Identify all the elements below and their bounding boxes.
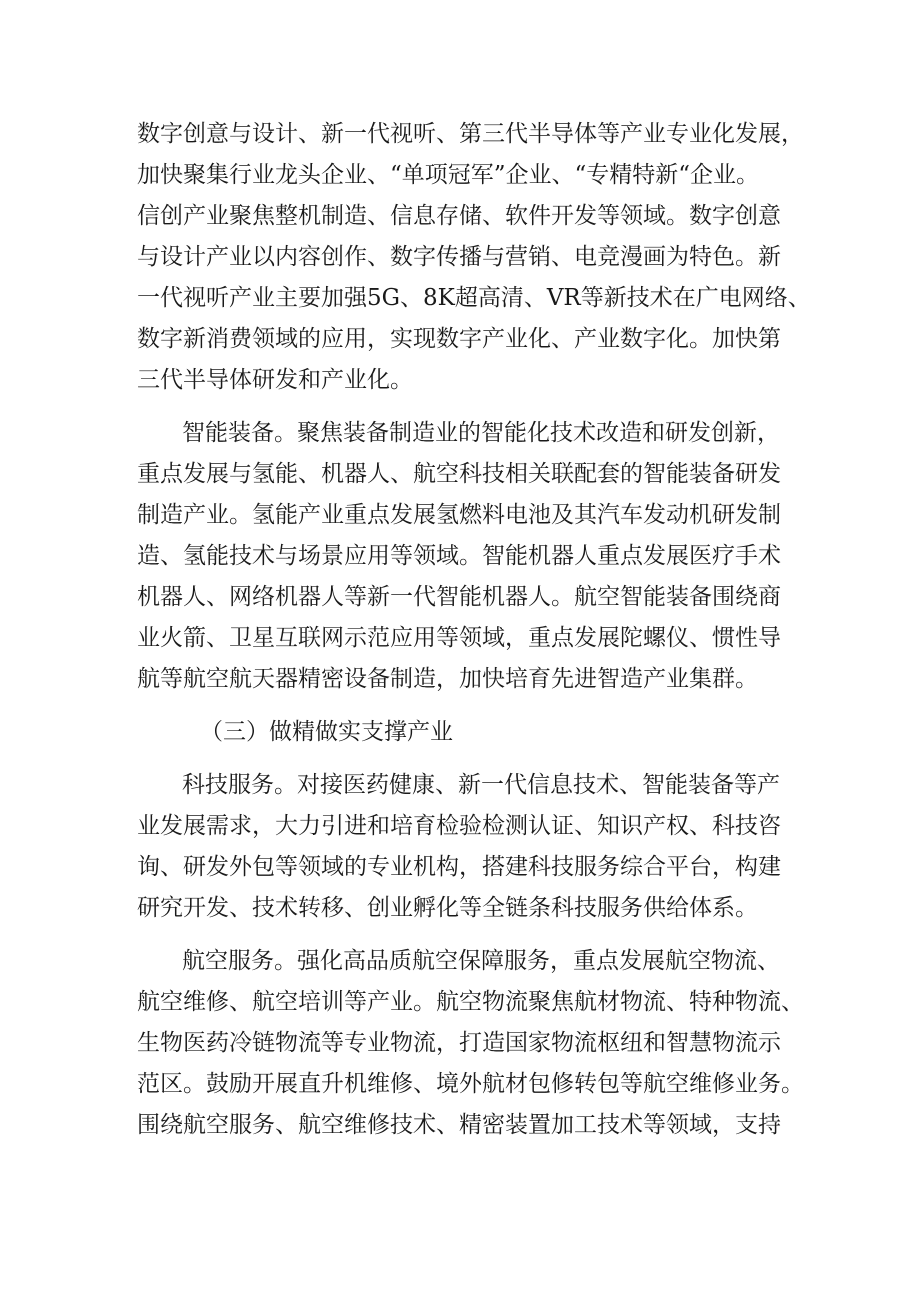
text-line: 三代半导体研发和产业化。 <box>137 367 413 393</box>
text-line: 与设计产业以内容创作、数字传播与营销、电竞漫画为特色。新 <box>137 244 781 270</box>
text-line: 范区。鼓励开展直升机维修、境外航材包修转包等航空维修业务。 <box>137 1071 804 1097</box>
text-line: 生物医药冷链物流等专业物流，打造国家物流枢纽和智慧物流示 <box>137 1030 781 1056</box>
text-line: 业火箭、卫星互联网示范应用等领域，重点发展陀螺仪、惯性导 <box>137 625 781 651</box>
paragraph-start-line: 智能装备。聚焦装备制造业的智能化技术改造和研发创新， <box>182 420 780 446</box>
text-line: 机器人、网络机器人等新一代智能机器人。航空智能装备围绕商 <box>137 584 781 610</box>
text-line: 围绕航空服务、航空维修技术、精密装置加工技术等领域，支持 <box>137 1112 781 1138</box>
text-line: 业发展需求，大力引进和培育检验检测认证、知识产权、科技咨 <box>137 813 781 839</box>
text-line: 研究开发、技术转移、创业孵化等全链条科技服务供给体系。 <box>137 895 758 921</box>
text-line: 数字创意与设计、新一代视听、第三代半导体等产业专业化发展， <box>137 121 804 147</box>
text-line: 航等航空航天器精密设备制造，加快培育先进智造产业集群。 <box>137 666 758 692</box>
text-line: 信创产业聚焦整机制造、信息存储、软件开发等领域。数字创意 <box>137 203 781 229</box>
section-heading: （三）做精做实支撑产业 <box>200 719 453 745</box>
paragraph-start-line: 航空服务。强化高品质航空保障服务，重点发展航空物流、 <box>182 948 780 974</box>
text-line: 重点发展与氢能、机器人、航空科技相关联配套的智能装备研发 <box>137 461 781 487</box>
text-line: 航空维修、航空培训等产业。航空物流聚焦航材物流、特种物流、 <box>137 989 804 1015</box>
text-line: 一代视听产业主要加强5G、8K超高清、VR等新技术在广电网络、 <box>137 285 811 311</box>
text-line: 造、氢能技术与场景应用等领域。智能机器人重点发展医疗手术 <box>137 543 781 569</box>
text-line: 询、研发外包等领域的专业机构，搭建科技服务综合平台，构建 <box>137 854 781 880</box>
text-line: 制造产业。氢能产业重点发展氢燃料电池及其汽车发动机研发制 <box>137 502 781 528</box>
text-line: 数字新消费领域的应用，实现数字产业化、产业数字化。加快第 <box>137 326 781 352</box>
paragraph-start-line: 科技服务。对接医药健康、新一代信息技术、智能装备等产 <box>182 772 780 798</box>
text-line: 加快聚集行业龙头企业、“单项冠军”企业、“专精特新“企业。 <box>137 162 760 188</box>
